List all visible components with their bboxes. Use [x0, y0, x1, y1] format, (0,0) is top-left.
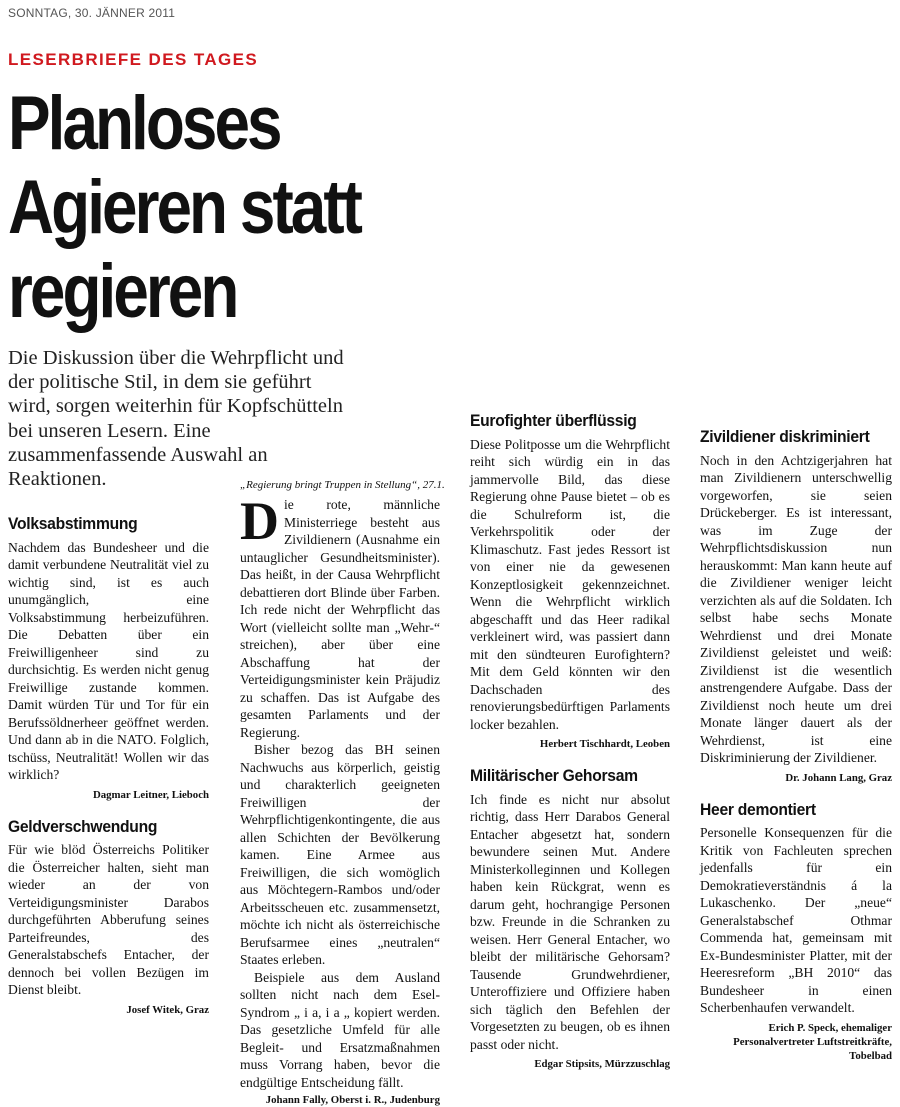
letter-regierung	[240, 478, 445, 1107]
letter-heer	[700, 801, 892, 1063]
letter-heading: Militärischer Gehorsam	[470, 766, 638, 785]
letter-body: Noch in den Achtzigerjahren hat man Zivildienern unterschwellig vorgeworfen, sie seien Drückeberger. Es ist interessant, was im Zuge der Wehrpflichtsdiskussion nun herauskommt: Man kann heute auf die Zivildiener weniger leicht verzichten als auf die Soldaten. Ich selbst habe sechs Monate Wehrdienst und drei Monate Zivildienst geleistet und weiß: Zivildienst ist die wesentlich anstrengendere Aufgabe. Dass der Zivildienst noch heute um drei Monate länger dauert als der Wehrdienst, ist eine Diskriminierung der Zivildiener.	[700, 452, 892, 765]
letter-body: Ich finde es nicht nur absolut richtig, dass Herr Darabos General Entacher abgesetzt hat, sondern bewundere seinen Mut. Andere Ministerkolleginnen und Kollegen haben kein Rückgrat, wenn es darum geht, hochrangige Personen bzw. Freunde in die Schranken zu weisen. Herr General Entacher, wo bleibt der militärische Gehorsam? Tausende Grundwehrdiener, Unteroffiziere und Offiziere haben sich täglich den Befehlen der Vorgesetzten zu beugen, ob es ihnen passt oder nicht.	[470, 791, 670, 1052]
letter-heading: Geldverschwendung	[8, 816, 158, 836]
letter-eurofighter	[470, 412, 670, 751]
letter-signature: Johann Fally, Oberst i. R., Judenburg	[265, 1094, 440, 1106]
column-1	[8, 515, 209, 1017]
headline-line-2: Agieren statt	[8, 165, 360, 250]
intro-text: Die Diskussion über die Wehrpflicht und der politische Stil, in dem sie geführt wird, sorgen weiterhin für Kopfschütteln bei unseren Lesern. Eine zusammenfassende Auswahl an Reaktionen.	[8, 347, 344, 491]
letter-signature: Erich P. Speck, ehemaliger Personalvertreter Luftstreitkräfte, Tobelbad	[733, 1021, 892, 1062]
letter-signature: Edgar Stipsits, Mürzzuschlag	[534, 1058, 670, 1070]
drop-cap: D	[240, 491, 279, 551]
paragraph-3: Beispiele aus dem Ausland sollten nicht nach dem Esel-Syndrom „ i a, i a „ kopiert werden. Das gesetzliche Umfeld für alle Begleit- und Ersatzmaßnahmen muss Vorrang haben, bevor die endgültige Entscheidung fällt.	[240, 969, 440, 1090]
headline	[8, 82, 394, 334]
paragraph-2: Bisher bezog das BH seinen Nachwuchs aus körperlich, geistig und charakterlich geeigneten Freiwilligen der Wehrpflichtigenkontingente, die aus allen Schichten der Bevölkerung kamen. Eine Armee aus Freiwilligen, die sich womöglich aus Möchtegern-Rambos und/oder Arbeitsscheuen etc. zusammensetzt, möchte ich nicht als österreichische Berufsarmee eines „neutralen“ Staates erleben.	[240, 742, 440, 967]
letter-heading: Zivildiener diskriminiert	[700, 427, 870, 446]
headline-line-3: regieren	[8, 249, 237, 334]
letter-heading: Heer demontiert	[700, 799, 816, 819]
letter-volksabstimmung	[8, 515, 209, 802]
letter-signature: Dr. Johann Lang, Graz	[785, 771, 892, 784]
letter-gehorsam	[470, 767, 670, 1071]
letter-zivildiener	[700, 428, 892, 785]
letter-reference: „Regierung bringt Truppen in Stellung“, 27.1.	[240, 479, 445, 491]
letter-body: Personelle Konsequenzen für die Kritik von Fachleuten sprechen jedenfalls für ein Demokratieverständnis á la Lukaschenko. Der „neue“ Generalstabschef Othmar Commenda hat, gemeinsam mit Ex-Bundesminister Platter, mit der Heeresreform „BH 2010“ das Bundesheer in einen Scherbenhaufen verwandelt.	[700, 825, 892, 1015]
paragraph-1: ie rote, männliche Ministerriege besteht aus Zivildienern (Ausnahme ein untauglicher Gesundheitsminister). Das heißt, in der Causa Wehrpflicht debattieren dort Blinde über Farben. Ich rede nicht der Wehrpflicht das Wort (vielleicht sollte man „Wehr-“ streichen), aber über eine Abschaffung hat der Verteidigungsminister kein Präjudiz zu schaffen. Das ist Aufgabe des gesamten Parlaments und der Regierung.	[240, 497, 440, 740]
letter-body: Diese Politposse um die Wehrpflicht reiht sich würdig ein in das jammervolle Bild, das diese Regierung ohne Pause bietet – ob es die Schulreform ist, die Verkehrspolitik oder der Klimaschutz. Fast jedes Ressort ist von einer nie da gewesenen Konzeptlosigkeit gekennzeichnet. Wenn die Wehrpflicht wirklich abgeschafft und das Heer radikal verkleinert wird, was passiert dann mit den sündteuren Eurofightern? Mit dem Geld könnten wir den Dachschaden des renovierungsbedürftigen Parlaments locker bezahlen.	[470, 436, 670, 732]
letter-geldverschwendung	[8, 818, 209, 1017]
column-2	[240, 478, 445, 1107]
letter-signature: Josef Witek, Graz	[126, 1003, 209, 1016]
dateline: SONNTAG, 30. JÄNNER 2011	[8, 6, 176, 20]
letter-heading: Volksabstimmung	[8, 514, 138, 533]
letter-signature: Herbert Tischhardt, Leoben	[539, 738, 670, 750]
section-label: LESERBRIEFE DES TAGES	[8, 50, 259, 69]
headline-line-1: Planloses	[8, 81, 280, 166]
letter-signature: Dagmar Leitner, Lieboch	[92, 788, 209, 801]
column-4	[700, 428, 892, 1063]
letter-body: Nachdem das Bundesheer und die damit verbundene Neutralität viel zu wichtig sind, ist es auch unumgänglich, eine Volksabstimmung herbeizuführen. Die Debatten über ein Freiwilligenheer sind zu durchsichtig. Es werden nicht genug Freiwillige zustande kommen. Damit würden Tür und Tor für ein Berufssöldnerheer geöffnet werden. Und dann ab in die NATO. Folglich, tschüss, Neutralität! Wollen wir das wirklich?	[8, 539, 209, 782]
letter-body	[240, 491, 440, 741]
letter-heading: Eurofighter überflüssig	[470, 411, 637, 430]
column-3	[470, 412, 670, 1071]
letter-body: Für wie blöd Österreichs Politiker die Österreicher halten, sieht man wieder an der von Verteidigungsminister Darabos durchgeführten Abberufung seines Parteifreundes, des Generalstabschefs Entacher, der dennoch bei vollen Bezügen im Dienst bleibt.	[8, 842, 209, 997]
